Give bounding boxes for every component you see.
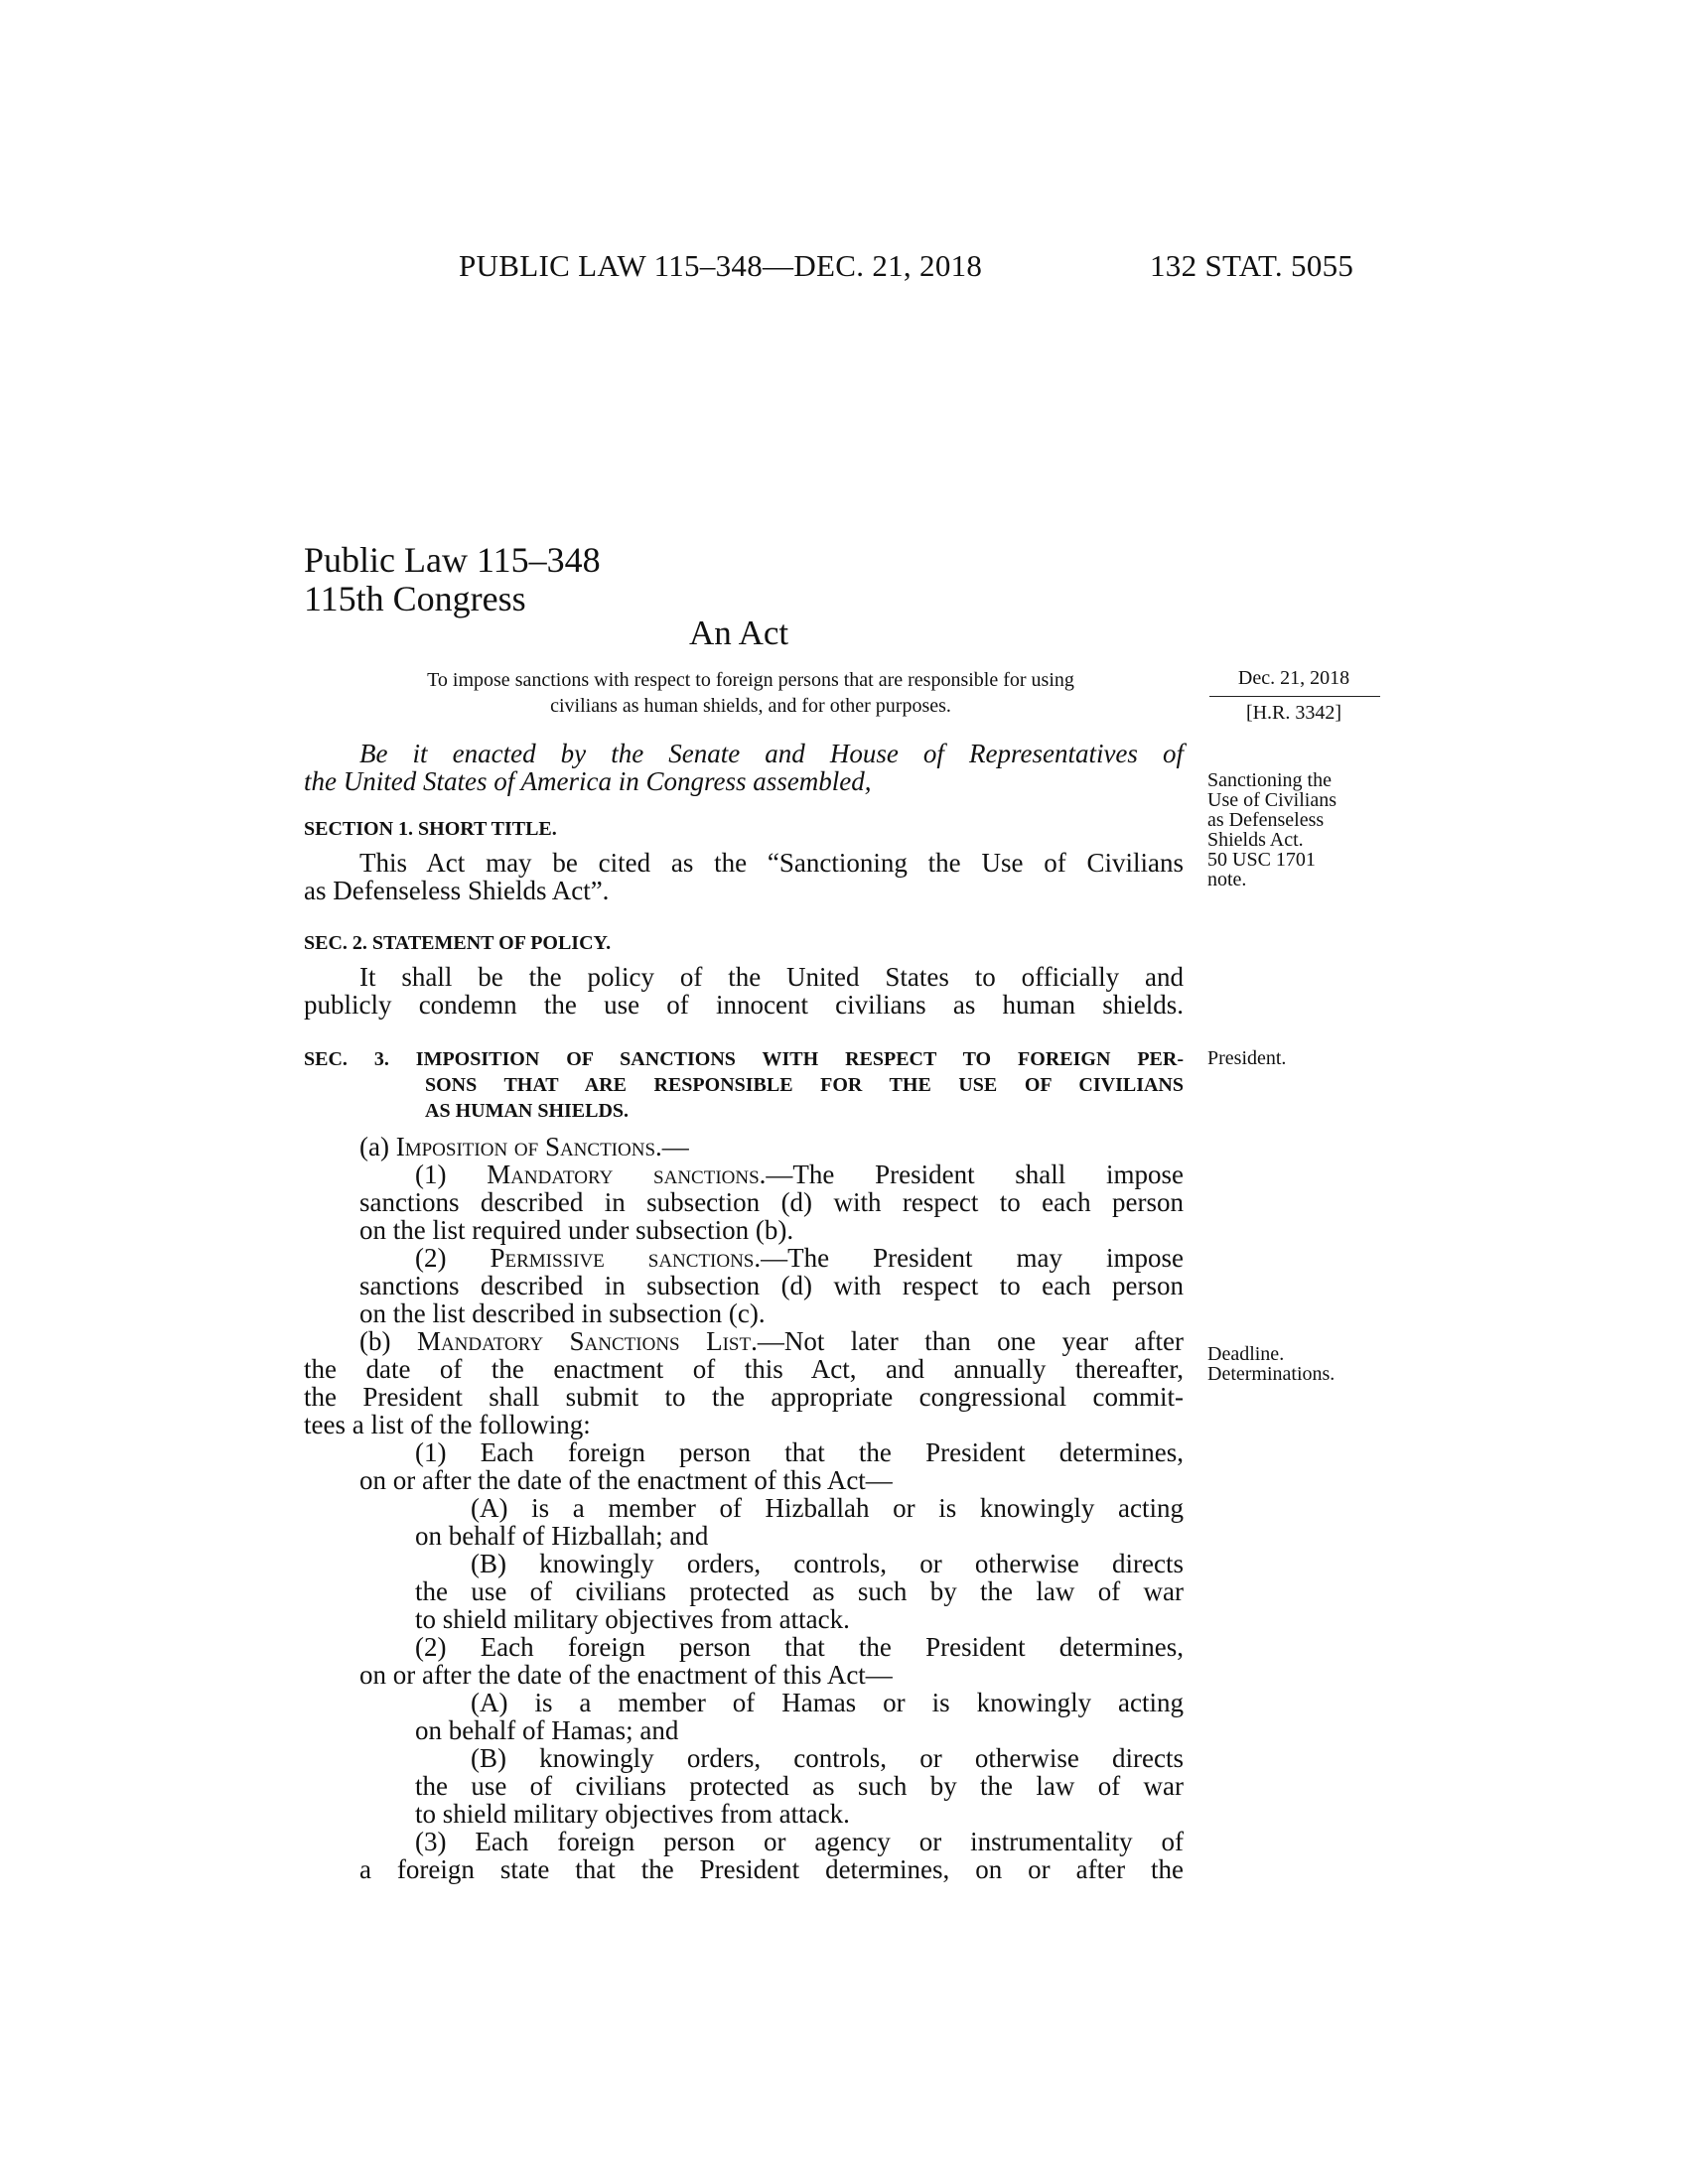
enacting-clause xyxy=(304,740,1184,795)
margin-note-president: President. xyxy=(1207,1047,1287,1069)
section-3-line: tees a list of the following: xyxy=(304,1410,591,1439)
section-2-body: It shall be the policy of the United States to officially and publicly condemn the use of innocent civilians as human shields. xyxy=(304,962,1184,1020)
section-3-line: (A) is a member of Hamas or is knowingly acting xyxy=(471,1688,1184,1717)
section-3-line: on behalf of Hamas; and xyxy=(415,1715,679,1745)
section-3-line: the President shall submit to the appropriate congressional commit- xyxy=(304,1382,1184,1412)
act-heading: An Act xyxy=(689,614,789,652)
purpose-line-1: To impose sanctions with respect to foreign persons that are responsible for using xyxy=(427,669,1074,691)
section-3-line: the date of the enactment of this Act, and annually thereafter, xyxy=(304,1354,1184,1384)
section-3-line: to shield military objectives from attack. xyxy=(415,1604,850,1634)
section-3-heading: SEC. 3. IMPOSITION OF SANCTIONS WITH RESPECT TO FOREIGN PER- SONS THAT ARE RESPONSIBLE FOR THE USE OF CIVILIANS AS HUMAN SHIELDS. xyxy=(304,1048,1184,1122)
enactment-date: Dec. 21, 2018 xyxy=(1237,667,1350,689)
purpose-line-2: civilians as human shields, and for other purposes. xyxy=(550,695,951,717)
running-header-title: PUBLIC LAW 115–348—DEC. 21, 2018 xyxy=(459,248,983,283)
enacting-line-2: the United States of America in Congress assembled, xyxy=(304,766,872,796)
section-3-line: on the list required under subsection (b). xyxy=(359,1215,794,1245)
section-3-line: the use of civilians protected as such by the law of war xyxy=(415,1576,1184,1606)
section-3-line: (2) Permissive sanctions.—The President may impose xyxy=(415,1243,1184,1273)
date-divider xyxy=(1209,696,1380,697)
section-3-line: (B) knowingly orders, controls, or otherwise directs xyxy=(471,1549,1184,1578)
section-3-line: (1) Each foreign person that the President determines, xyxy=(415,1437,1184,1467)
section-3-line: (b) Mandatory Sanctions List.—Not later than one year after xyxy=(359,1326,1185,1356)
purpose-statement xyxy=(324,667,1178,719)
public-law-number: Public Law 115–348 xyxy=(304,540,601,580)
section-2-heading: SEC. 2. STATEMENT OF POLICY. xyxy=(304,932,612,954)
section-3-line: a foreign state that the President determines, on or after the xyxy=(359,1854,1184,1884)
running-header-page: 132 STAT. 5055 xyxy=(1150,248,1354,283)
section-3-body xyxy=(304,1133,1184,1883)
section-3-line: on or after the date of the enactment of this Act— xyxy=(359,1465,893,1495)
section-3-line: sanctions described in subsection (d) with respect to each person xyxy=(359,1271,1184,1300)
section-3-line: (1) Mandatory sanctions.—The President shall impose xyxy=(415,1160,1184,1189)
enacting-line-1: Be it enacted by the Senate and House of Representatives of xyxy=(359,739,1184,768)
section-3-line: sanctions described in subsection (d) with respect to each person xyxy=(359,1187,1184,1217)
section-1-body: This Act may be cited as the “Sanctioning the Use of Civilians as Defenseless Shields Act”. xyxy=(304,848,1184,905)
section-3-line: (A) is a member of Hizballah or is knowingly acting xyxy=(471,1493,1184,1523)
margin-note-deadline: Deadline. Determinations. xyxy=(1207,1343,1336,1385)
section-3-line: on behalf of Hizballah; and xyxy=(415,1521,709,1551)
margin-note-short-title: Sanctioning the Use of Civilians as Defenseless Shields Act. 50 USC 1701 note. xyxy=(1207,769,1336,890)
section-3-line: the use of civilians protected as such by the law of war xyxy=(415,1771,1184,1801)
section-3-line: on or after the date of the enactment of this Act— xyxy=(359,1660,893,1690)
section-3-line: (a) Imposition of Sanctions.— xyxy=(359,1132,689,1161)
section-3-line: to shield military objectives from attack. xyxy=(415,1799,850,1829)
congress-number: 115th Congress xyxy=(304,579,526,618)
section-3-line: (3) Each foreign person or agency or instrumentality of xyxy=(415,1827,1184,1856)
bill-number: [H.R. 3342] xyxy=(1245,702,1342,724)
section-3-line: (B) knowingly orders, controls, or otherwise directs xyxy=(471,1743,1184,1773)
section-3-line: (2) Each foreign person that the President determines, xyxy=(415,1632,1184,1662)
section-3-line: on the list described in subsection (c). xyxy=(359,1298,766,1328)
section-1-heading: SECTION 1. SHORT TITLE. xyxy=(304,818,557,840)
